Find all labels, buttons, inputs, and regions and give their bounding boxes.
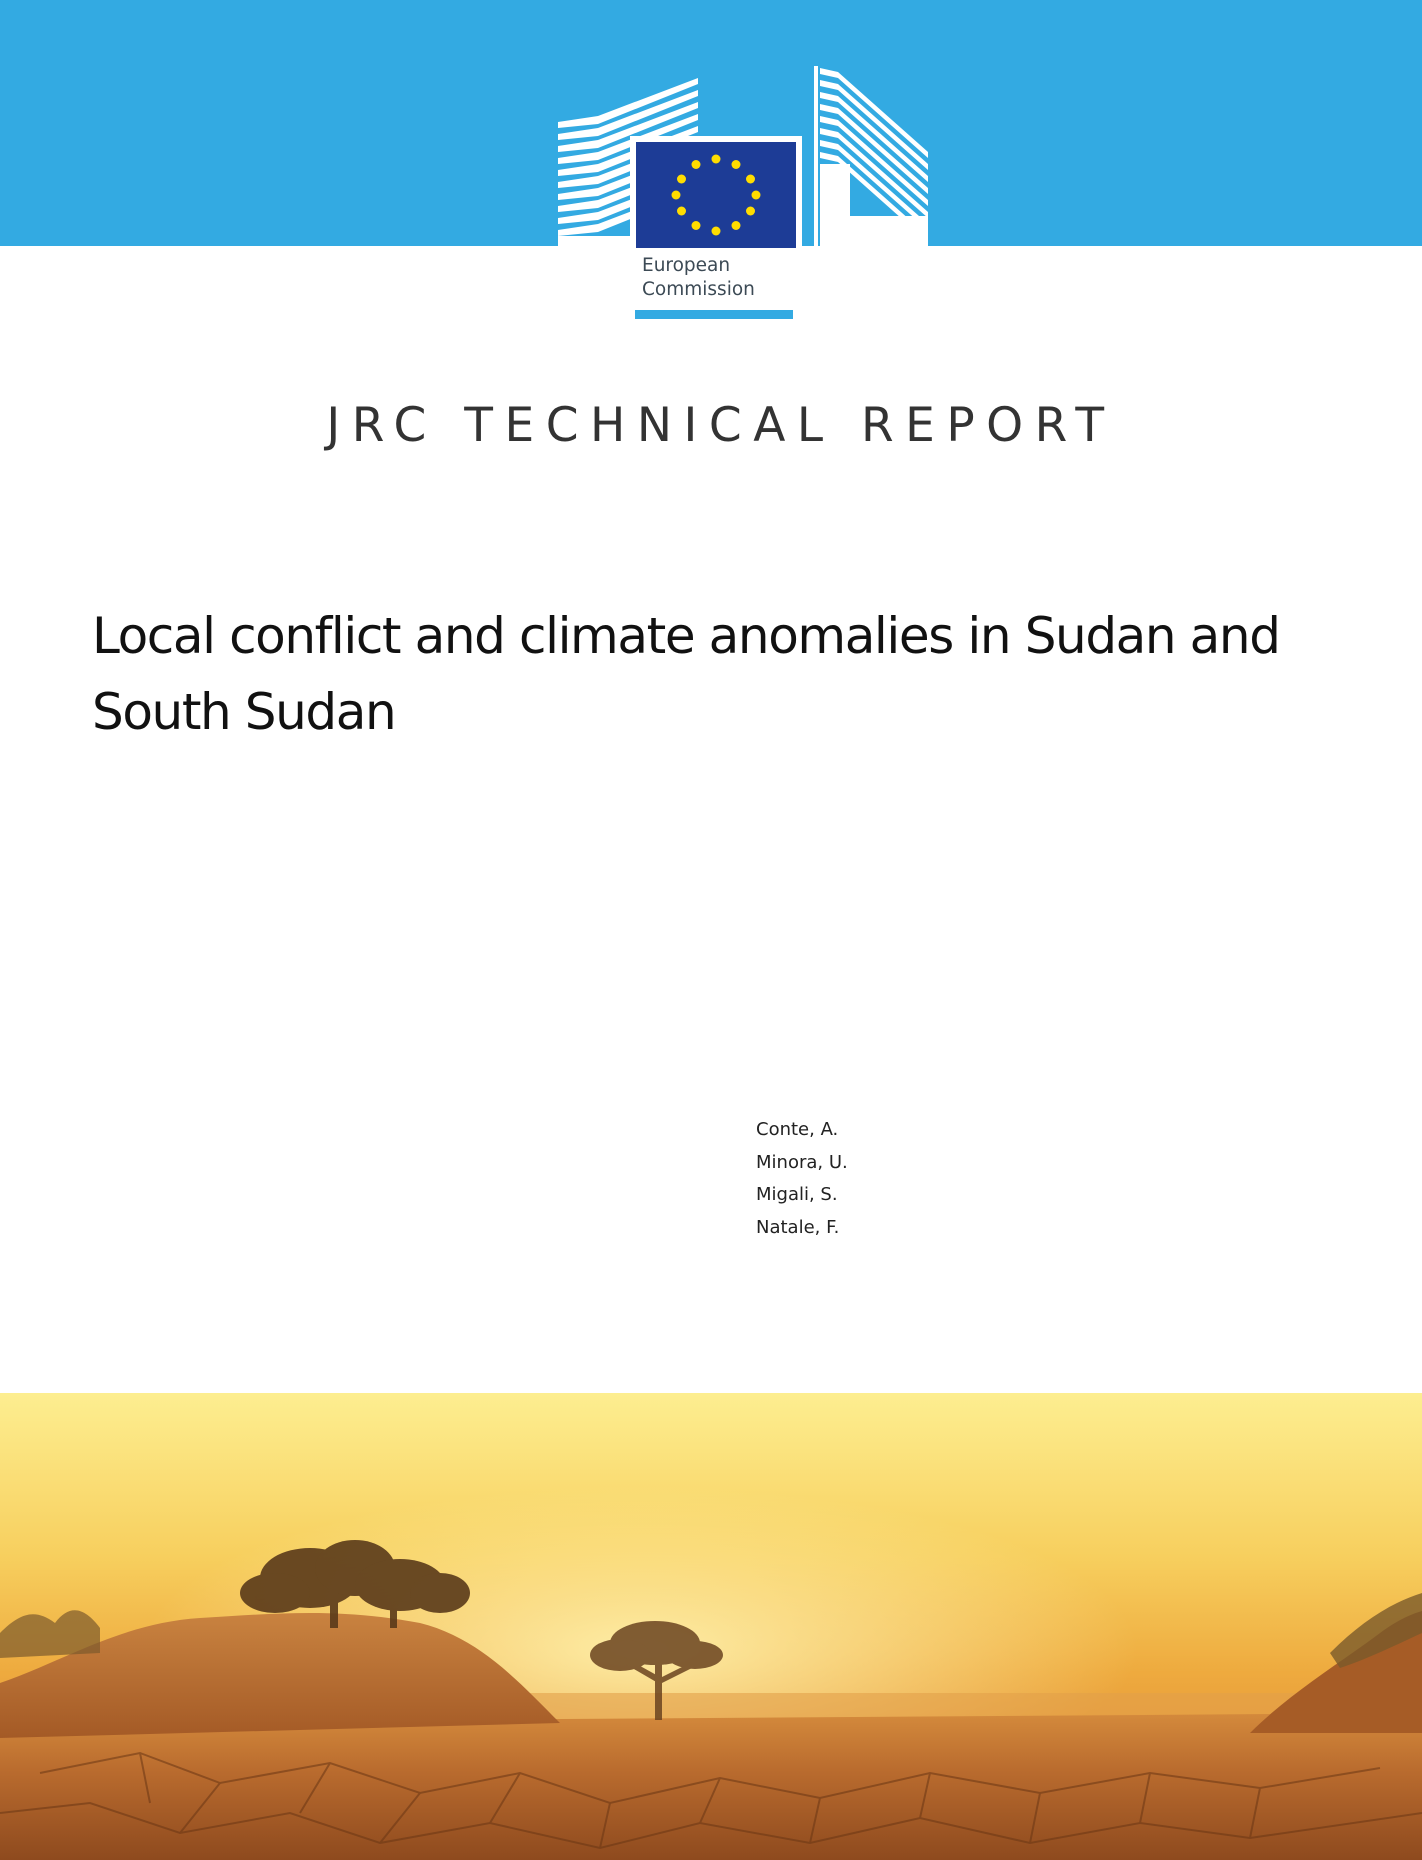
report-series-label: JRC TECHNICAL REPORT (326, 398, 1116, 453)
logo-organisation-name (642, 254, 802, 302)
author-item: Minora, U. (756, 1151, 848, 1173)
author-list (756, 1114, 848, 1244)
author-item: Conte, A. (756, 1119, 839, 1140)
logo-line-2: Commission (642, 279, 755, 300)
author-item: Migali, S. (756, 1184, 838, 1205)
desert-landscape-photo (0, 1393, 1422, 1860)
logo-line-1: European (642, 255, 731, 276)
logo-underline (635, 310, 793, 319)
report-title: Local conflict and climate anomalies in Sudan and South Sudan (92, 607, 1280, 741)
author-item: Natale, F. (756, 1216, 840, 1238)
